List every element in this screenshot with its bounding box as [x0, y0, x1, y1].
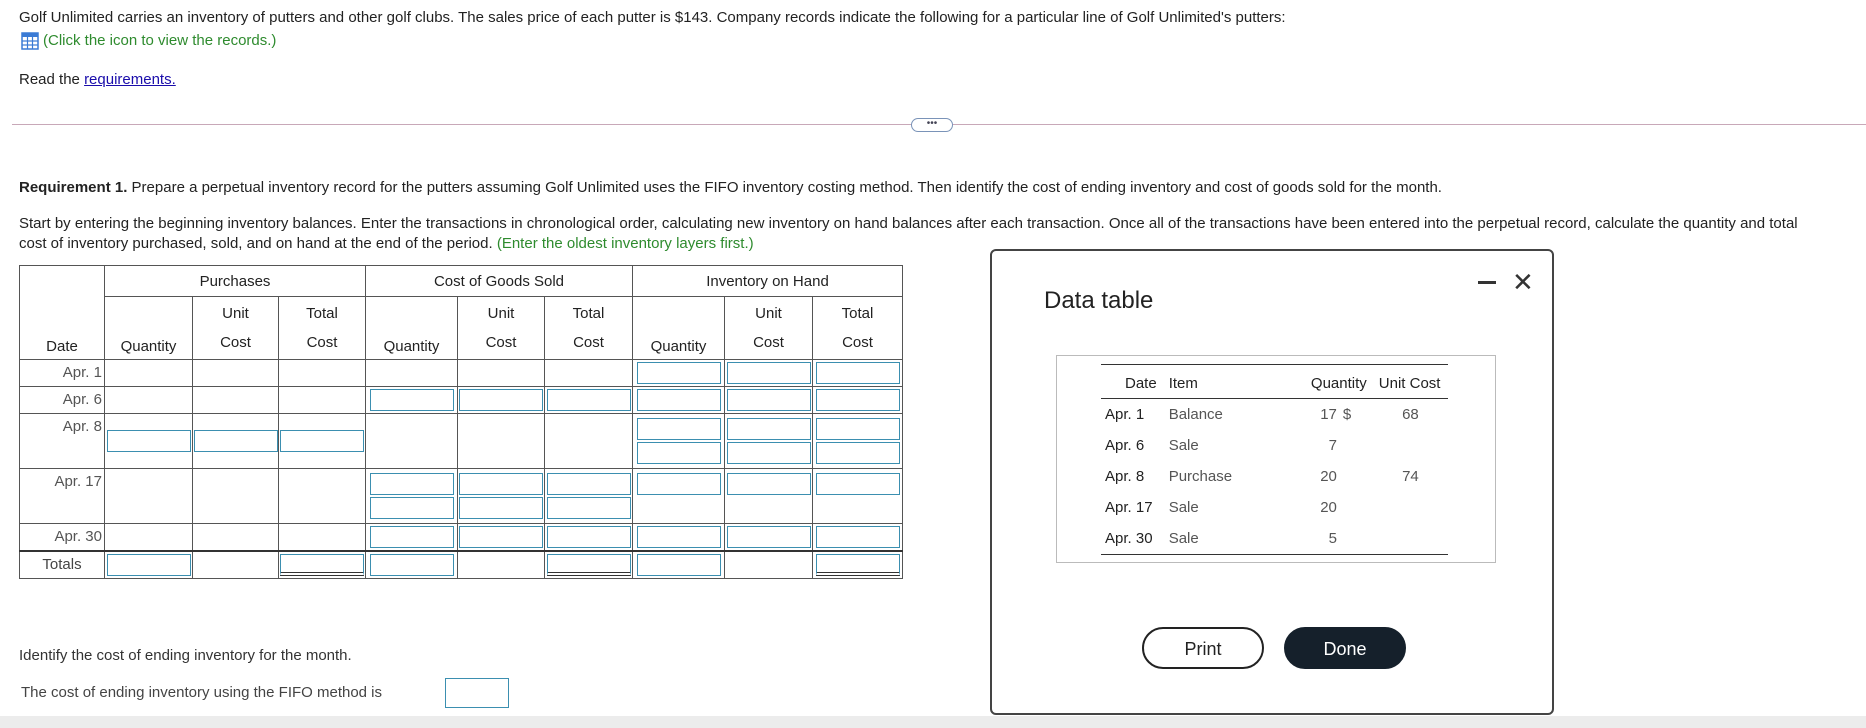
row-date: Apr. 30 [1101, 523, 1165, 555]
row-item: Purchase [1168, 467, 1233, 485]
row-date: Apr. 17 [20, 468, 105, 523]
inventory-grand-total-cost-input[interactable] [816, 554, 900, 576]
empty-cell [458, 413, 545, 468]
cost-label: Cost [485, 333, 517, 351]
empty-cell [193, 359, 279, 386]
purchase-total-cost-input[interactable] [280, 430, 364, 452]
inventory-total-quantity-input[interactable] [637, 554, 721, 576]
purchases-total-cost-input[interactable] [280, 554, 364, 576]
inventory-quantity-input[interactable] [637, 473, 721, 495]
requirement-1-row [19, 179, 1442, 196]
row-cost [1375, 430, 1427, 461]
table-row [20, 413, 903, 468]
purchase-unit-cost-input[interactable] [194, 430, 278, 452]
totals-label: Totals [20, 551, 105, 579]
cogs-unit-cost-input[interactable] [459, 473, 543, 495]
row-date: Apr. 17 [1105, 498, 1153, 516]
date-header: Date [46, 337, 78, 355]
row-dollar [1337, 492, 1375, 523]
date-header-cell [20, 297, 105, 360]
spacer-cell [1427, 492, 1449, 523]
spacer-cell [1427, 461, 1449, 492]
data-row [1101, 461, 1448, 492]
data-row [1101, 399, 1448, 431]
inventory-quantity-input[interactable] [637, 418, 721, 440]
empty-cell [366, 359, 458, 386]
instructions-line-1: Start by entering the beginning inventory balances. Enter the transactions in chronological order, calculating new inventory on hand balances after each transaction. Once all of the transactions have been entered into the perpetual record, calculate the quantity and total [19, 215, 1798, 232]
empty-cell [193, 386, 279, 413]
dialog-title: Data table [1044, 287, 1154, 314]
unit-label: Unit [222, 304, 249, 322]
cogs-unit-cost-input[interactable] [459, 389, 543, 411]
quantity-header [105, 297, 193, 360]
quantity-header-label: Quantity [383, 337, 440, 355]
quantity-header-label: Quantity [650, 337, 707, 355]
row-item: Sale [1168, 436, 1199, 454]
cogs-quantity-input[interactable] [370, 497, 454, 519]
empty-cell [279, 359, 366, 386]
cost-label: Cost [842, 333, 873, 351]
empty-cell [105, 468, 193, 523]
cogs-total-quantity-input[interactable] [370, 554, 454, 576]
requirement-1-text: Prepare a perpetual inventory record for the putters assuming Golf Unlimited uses the FIFO inventory costing method. Then identify the cost of ending inventory and cost of goods sold for the month. [127, 179, 1442, 196]
row-date: Apr. 6 [20, 386, 105, 413]
spacer-cell [1427, 399, 1449, 431]
perpetual-inventory-table [19, 265, 903, 579]
empty-cell [545, 413, 633, 468]
cogs-total-cost-input[interactable] [547, 389, 631, 411]
empty-cell [193, 523, 279, 551]
cogs-total-cost-input[interactable] [547, 497, 631, 519]
unit-label: Unit [487, 304, 515, 322]
empty-cell [366, 413, 458, 468]
empty-cell [105, 523, 193, 551]
purchase-quantity-input[interactable] [107, 430, 191, 452]
purchases-total-quantity-input[interactable] [107, 554, 191, 576]
data-row [1101, 430, 1448, 461]
row-date: Apr. 30 [20, 523, 105, 551]
read-requirements-row [19, 71, 176, 88]
row-qty: 20 [1320, 498, 1337, 516]
inventory-total-cost-input[interactable] [816, 473, 900, 495]
inventory-total-cost-input[interactable] [816, 362, 900, 384]
cogs-total-cost-input[interactable] [547, 473, 631, 495]
row-date: Apr. 6 [1105, 436, 1145, 454]
unit-cost-header [458, 297, 545, 360]
total-cost-header [813, 297, 903, 360]
cogs-unit-cost-input[interactable] [459, 497, 543, 519]
empty-cell [545, 359, 633, 386]
total-label: Total [306, 304, 338, 322]
inventory-unit-cost-input[interactable] [727, 473, 811, 495]
table-row [20, 386, 903, 413]
inventory-unit-cost-input[interactable] [727, 418, 811, 440]
ending-inventory-heading: Identify the cost of ending inventory for the month. [19, 647, 352, 664]
empty-cell [105, 386, 193, 413]
col-quantity: Quantity [1271, 365, 1375, 399]
inventory-total-cost-input[interactable] [816, 418, 900, 440]
read-prefix: Read the [19, 71, 80, 88]
row-qty: 17 [1320, 405, 1337, 423]
cogs-group-header: Cost of Goods Sold [366, 266, 633, 297]
empty-cell [105, 359, 193, 386]
data-row [1101, 492, 1448, 523]
cogs-unit-cost-input[interactable] [459, 526, 543, 548]
empty-cell [279, 468, 366, 523]
unit-label: Unit [755, 304, 782, 322]
minimize-icon[interactable] [1478, 281, 1496, 284]
table-row [20, 468, 903, 523]
row-date: Apr. 1 [1105, 405, 1145, 423]
cogs-total-cost-input[interactable] [547, 526, 631, 548]
row-dollar [1337, 523, 1375, 555]
instructions-text: cost of inventory purchased, sold, and on hand at the end of the period. [19, 235, 493, 252]
spacer-cell [1427, 523, 1449, 555]
quantity-header [366, 297, 458, 360]
ending-inventory-input[interactable] [445, 678, 509, 708]
table-row [20, 523, 903, 551]
records-link-row[interactable] [21, 32, 276, 50]
cogs-quantity-input[interactable] [370, 473, 454, 495]
cost-label: Cost [220, 333, 251, 351]
instructions-line-2 [19, 235, 754, 252]
totals-row [20, 551, 903, 579]
total-cost-header [545, 297, 633, 360]
records-data-table [1101, 364, 1448, 555]
cogs-grand-total-cost-input[interactable] [547, 554, 631, 576]
unit-cost-header [725, 297, 813, 360]
close-icon[interactable]: ✕ [1512, 267, 1534, 297]
cogs-quantity-input[interactable] [370, 526, 454, 548]
requirement-1-label: Requirement 1. [19, 179, 128, 196]
inventory-quantity-input[interactable] [637, 442, 721, 464]
cost-label: Cost [573, 333, 604, 351]
empty-cell [193, 468, 279, 523]
row-cost [1375, 492, 1427, 523]
inventory-total-cost-input[interactable] [816, 526, 900, 548]
unit-cost-header [193, 297, 279, 360]
records-link[interactable]: (Click the icon to view the records.) [43, 32, 277, 49]
row-item: Balance [1168, 405, 1223, 423]
inventory-unit-cost-input[interactable] [727, 362, 811, 384]
row-date: Apr. 8 [1105, 467, 1145, 485]
instructions-hint: (Enter the oldest inventory layers first.) [496, 235, 754, 252]
inventory-quantity-input[interactable] [637, 526, 721, 548]
cost-label: Cost [306, 333, 338, 351]
row-cost [1375, 523, 1427, 555]
row-cost: 74 [1402, 467, 1419, 485]
empty-cell [193, 551, 279, 579]
inventory-group-header: Inventory on Hand [633, 266, 903, 297]
quantity-header [633, 297, 725, 360]
table-row [20, 359, 903, 386]
empty-cell [458, 551, 545, 579]
done-button[interactable]: Done [1284, 627, 1406, 669]
empty-cell [279, 386, 366, 413]
row-cost: 68 [1402, 405, 1419, 423]
quantity-header-label: Quantity [120, 337, 177, 355]
total-label: Total [841, 304, 874, 322]
inventory-total-cost-input[interactable] [816, 442, 900, 464]
col-unit-cost: Unit Cost [1375, 365, 1449, 399]
data-row [1101, 523, 1448, 555]
table-grid-icon[interactable] [21, 32, 39, 50]
inventory-unit-cost-input[interactable] [727, 442, 811, 464]
row-qty: 20 [1320, 467, 1337, 485]
spacer-cell [1427, 430, 1449, 461]
empty-cell [725, 551, 813, 579]
empty-cell [458, 359, 545, 386]
data-table-box [1056, 355, 1496, 563]
col-date: Date [1101, 365, 1165, 399]
total-label: Total [572, 304, 605, 322]
intro-text: Golf Unlimited carries an inventory of putters and other golf clubs. The sales price of each putter is $143. Company records indicate the following for a particular line of Golf Unlimited's putters: [19, 9, 1286, 26]
purchases-group-header: Purchases [105, 266, 366, 297]
cogs-quantity-input[interactable] [370, 389, 454, 411]
row-dollar [1337, 461, 1375, 492]
row-item: Sale [1168, 498, 1199, 516]
inventory-unit-cost-input[interactable] [727, 389, 811, 411]
row-qty: 7 [1328, 436, 1337, 454]
expand-toggle-button[interactable]: ••• [911, 118, 953, 132]
requirements-link[interactable]: requirements. [84, 71, 176, 88]
bottom-bar [0, 716, 1866, 728]
inventory-unit-cost-input[interactable] [727, 526, 811, 548]
row-qty: 5 [1271, 523, 1337, 555]
print-button[interactable]: Print [1142, 627, 1264, 669]
cost-label: Cost [753, 333, 784, 351]
row-date: Apr. 1 [20, 359, 105, 386]
empty-cell [279, 523, 366, 551]
row-dollar: $ [1342, 405, 1352, 423]
inventory-quantity-input[interactable] [637, 389, 721, 411]
row-dollar [1337, 430, 1375, 461]
data-table-dialog [990, 249, 1554, 715]
ending-inventory-sentence: The cost of ending inventory using the FIFO method is [21, 684, 383, 701]
col-item: Item [1165, 365, 1271, 399]
row-item: Sale [1165, 523, 1271, 555]
total-cost-header [279, 297, 366, 360]
inventory-quantity-input[interactable] [637, 362, 721, 384]
row-date: Apr. 8 [20, 413, 105, 468]
inventory-total-cost-input[interactable] [816, 389, 900, 411]
date-header-blank [20, 266, 105, 297]
